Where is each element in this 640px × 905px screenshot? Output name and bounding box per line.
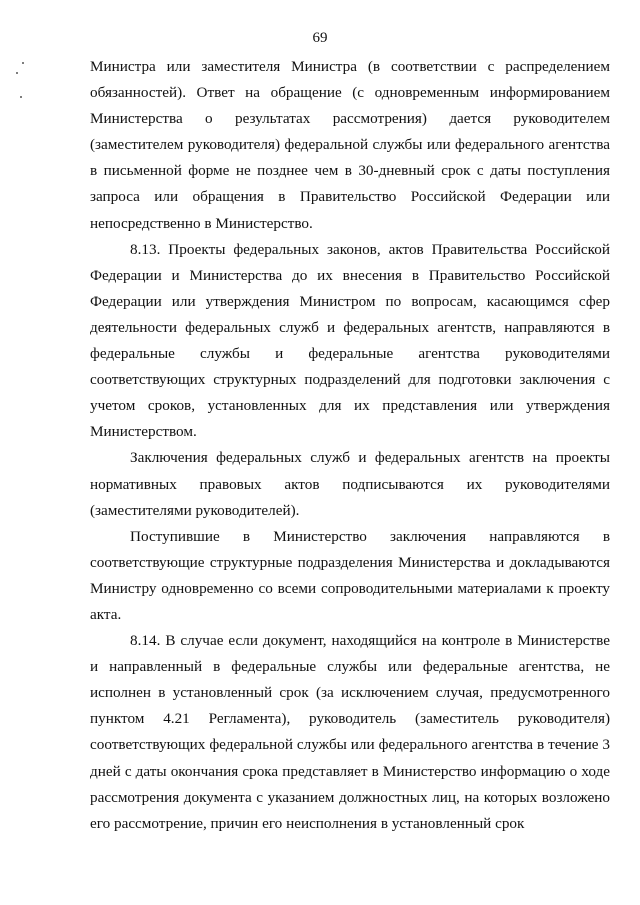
paragraph-continuation: Министра или заместителя Министра (в соответствии с распределением обязанностей). Ответ на обращение (с одновременным информированием Министерства о результатах рассмотрения) дается руководителем (заместителем руководителя) федеральной службы или федерального агентства в письменной форме не позднее чем в 30-дневный срок с даты поступления запроса или обращения в Правительство Российской Федерации или непосредственно в Министерство. [90,58,610,232]
paragraph-received-conclusions: Поступившие в Министерство заключения направляются в соответствующие структурные подразделения Министерства и докладываются Министру одновременно со всеми сопроводительными материалами к проекту акта. [90,527,610,623]
scan-artifact-dot [16,72,18,74]
paragraph-conclusions: Заключения федеральных служб и федеральных агентств на проекты нормативных правовых актов подписываются их руководителями (заместителями руководителей). [90,449,610,519]
page-number: 69 [312,30,328,46]
scan-artifact-dot [22,62,24,64]
paragraph-8-13: 8.13. Проекты федеральных законов, актов Правительства Российской Федерации и Министерства до их внесения в Правительство Российской Федерации или утверждения Министром по вопросам, касающимся сфер деятельности федеральных служб и федеральных агентств, направляются в федеральные службы и федеральные агентства руководителями соответствующих структурных подразделений для подготовки заключения с учетом сроков, установленных для их представления или утверждения Министерством. [90,240,610,441]
document-body [90,54,610,837]
scan-artifact-dot [20,96,22,98]
paragraph-8-14: 8.14. В случае если документ, находящийся на контроле в Министерстве и направленный в федеральные службы или федеральные агентства, не исполнен в установленный срок (за исключением случая, предусмотренного пунктом 4.21 Регламента), руководитель (заместитель руководителя) соответствующих федеральной службы или федерального агентства в течение 3 дней с даты окончания срока представляет в Министерство информацию о ходе рассмотрения документа с указанием должностных лиц, на которых возложено его рассмотрение, причин его неисполнения в установленный срок [90,632,610,832]
